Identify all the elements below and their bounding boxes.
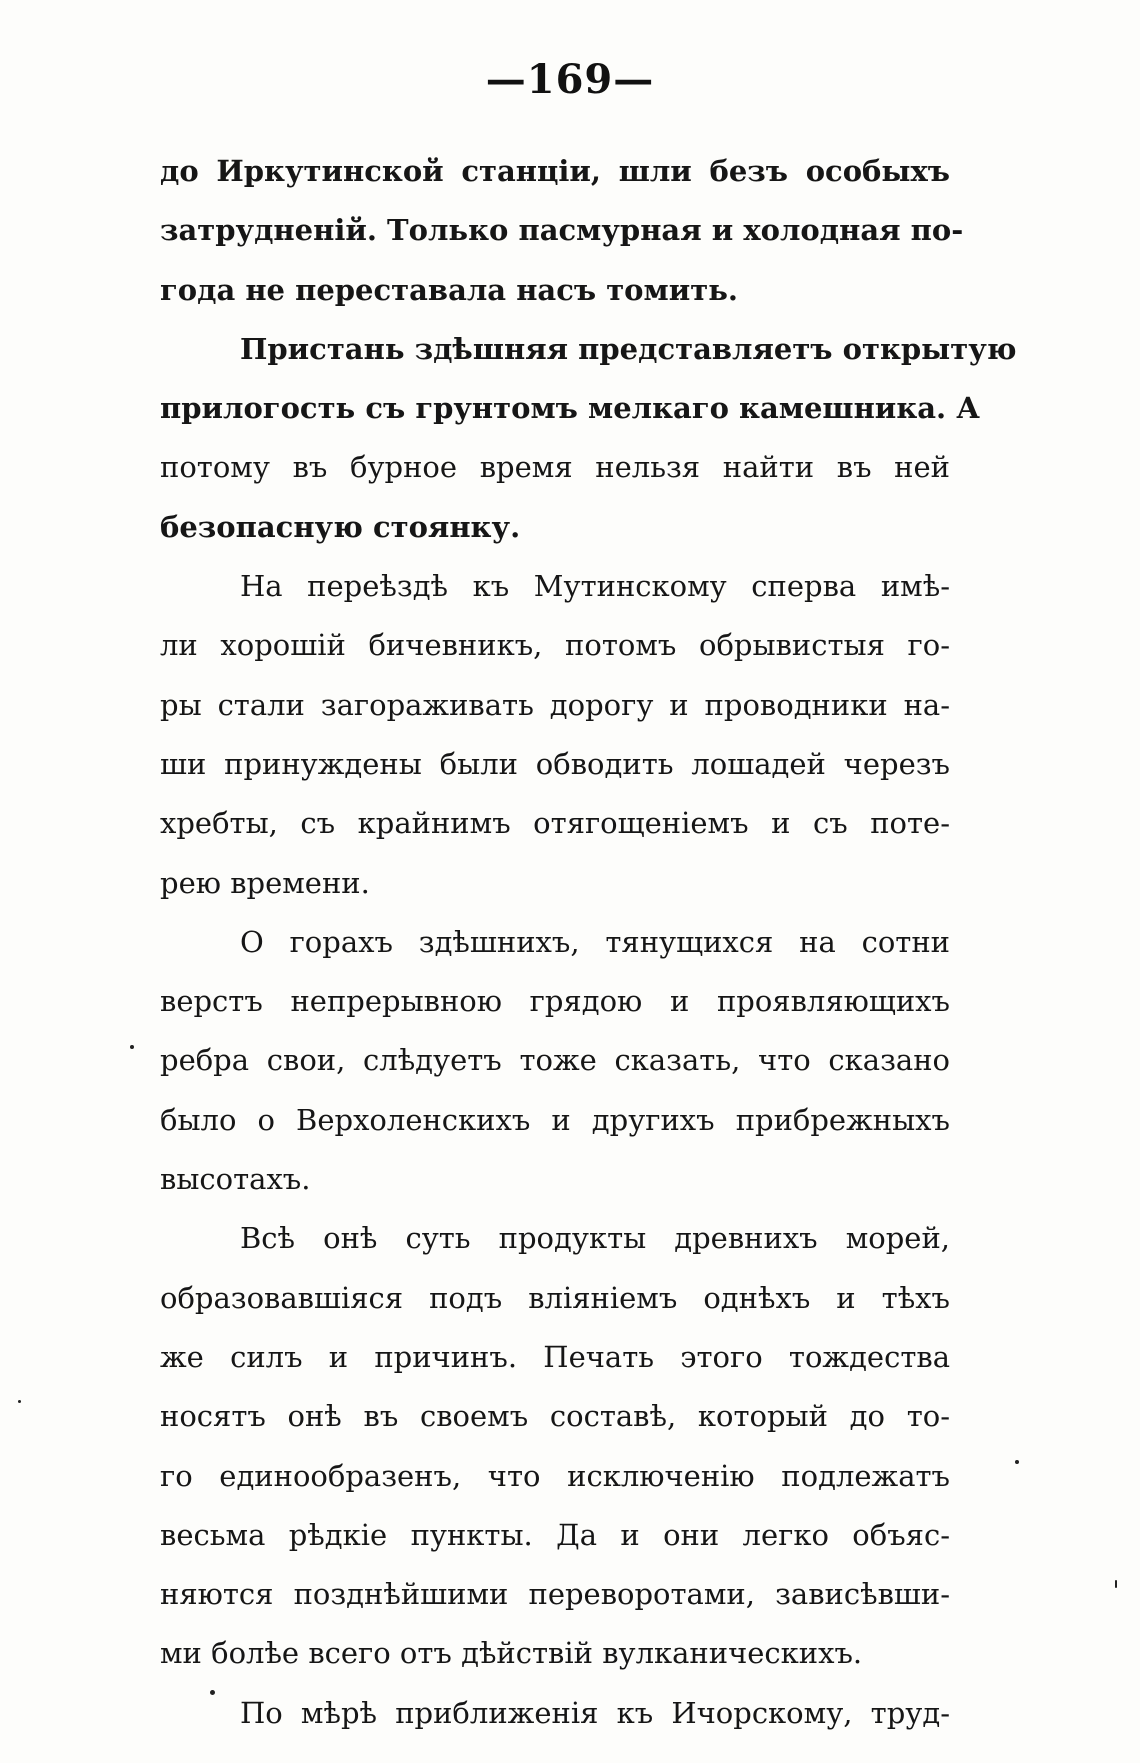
text-line: потому въ бурное время нельзя найти въ ней: [160, 450, 950, 485]
text-line: до Иркутинской станціи, шли безъ особыхъ: [160, 154, 950, 188]
text-line: На переѣздѣ къ Мутинскому сперва имѣ-: [240, 569, 950, 604]
text-line: Всѣ онѣ суть продукты древнихъ морей,: [240, 1221, 950, 1256]
ink-speck: [1015, 1460, 1019, 1464]
text-line: образовавшіяся подъ вліяніемъ однѣхъ и тѣхъ: [160, 1280, 950, 1315]
text-line: Пристань здѣшняя представляетъ открытую: [240, 331, 1017, 366]
text-line: затрудненій. Только пасмурная и холодная по-: [160, 213, 964, 248]
text-line: прилогость съ грунтомъ мелкаго камешника. А: [160, 391, 980, 426]
text-line: рею времени.: [160, 865, 370, 900]
text-line: ры стали загораживать дорогу и проводники на-: [160, 687, 950, 722]
text-line: года не переставала насъ томить.: [160, 272, 738, 307]
text-line: хребты, съ крайнимъ отягощеніемъ и съ поте-: [160, 806, 950, 841]
text-line: носятъ онѣ въ своемъ составѣ, который до то-: [160, 1399, 950, 1434]
text-line: По мѣрѣ приближенія къ Ичорскому, труд-: [240, 1695, 950, 1730]
text-line: верстъ непрерывною грядою и проявляющихъ: [160, 984, 950, 1019]
text-line: весьма рѣдкіе пункты. Да и они легко объяс-: [160, 1517, 950, 1552]
page-body-text: [160, 142, 1017, 1743]
ink-speck: [130, 1045, 134, 1049]
text-line: О горахъ здѣшнихъ, тянущихся на сотни: [240, 924, 950, 959]
text-line: ши принуждены были обводить лошадей черезъ: [160, 746, 950, 781]
text-line: было о Верхоленскихъ и другихъ прибрежныхъ: [160, 1102, 950, 1137]
text-line: го единообразенъ, что исключенію подлежатъ: [160, 1458, 950, 1493]
text-line: ми болѣе всего отъ дѣйствій вулканическихъ.: [160, 1636, 863, 1671]
text-line: няются позднѣйшими переворотами, зависѣвши-: [160, 1577, 950, 1612]
text-line: высотахъ.: [160, 1162, 311, 1197]
text-line: же силъ и причинъ. Печать этого тождества: [160, 1339, 950, 1374]
ink-speck: [18, 1400, 21, 1403]
ink-speck: [1115, 1580, 1117, 1588]
text-line: безопасную стоянку.: [160, 509, 521, 544]
ink-speck: [210, 1690, 215, 1695]
page-number: —169—: [485, 56, 655, 103]
text-line: ребра свои, слѣдуетъ тоже сказать, что сказано: [160, 1043, 950, 1078]
text-line: ли хорошій бичевникъ, потомъ обрывистыя го-: [160, 628, 950, 663]
